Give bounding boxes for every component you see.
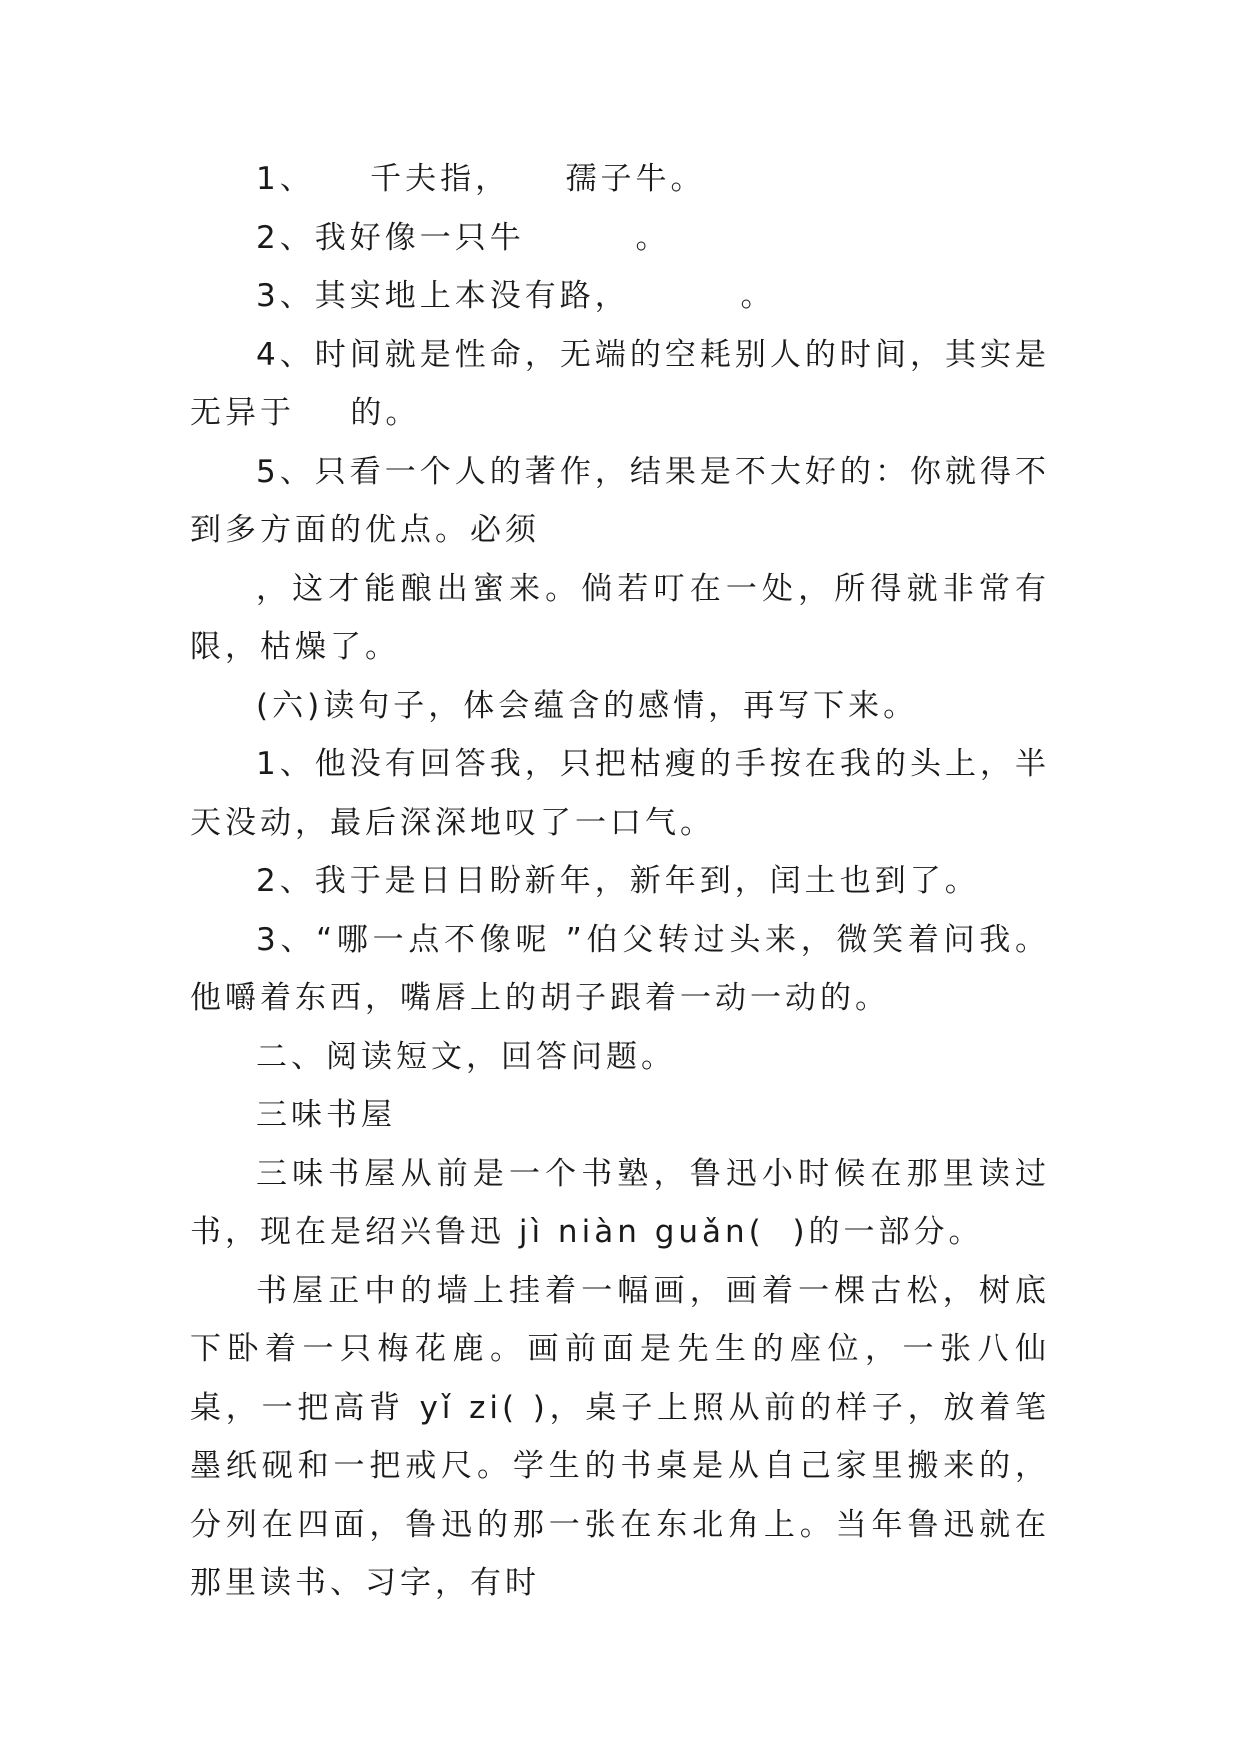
document-page — [190, 150, 1050, 1613]
section-heading-six: (六)读句子，体会蕴含的感情，再写下来。 — [256, 687, 919, 724]
blank-fill-item-5: 5、只看一个人的著作，结果是不大好的：你就得不到多方面的优点。必须 — [190, 453, 1050, 548]
passage-paragraph-1: 三味书屋从前是一个书塾，鲁迅小时候在那里读过书，现在是绍兴鲁迅 jì niàn guǎn( )的一部分。 — [190, 1155, 1050, 1250]
passage-paragraph-2: 书屋正中的墙上挂着一幅画，画着一棵古松，树底下卧着一只梅花鹿。画前面是先生的座位，一张八仙桌，一把高背 yǐ zi( )，桌子上照从前的样子，放着笔墨纸砚和一把戒尺。学生的书桌是从自己家里搬来的，分列在四面，鲁迅的那一张在东北角上。当年鲁迅就在那里读书、习字，有时 — [190, 1272, 1050, 1601]
section-heading-reading: 二、阅读短文，回答问题。 — [256, 1038, 676, 1075]
sentence-item-2: 2、我于是日日盼新年，新年到，闰土也到了。 — [256, 863, 980, 899]
blank-fill-item-2: 2、我好像一只牛 。 — [256, 219, 671, 256]
sentence-item-1: 1、他没有回答我，只把枯瘦的手按在我的头上，半天没动，最后深深地叹了一口气。 — [190, 746, 1050, 841]
blank-fill-item-4: 4、时间就是性命，无端的空耗别人的时间，其实是无异于 的。 — [190, 336, 1050, 431]
passage-title: 三味书屋 — [256, 1097, 396, 1133]
blank-fill-item-1: 1、 千夫指， 孺子牛。 — [256, 161, 706, 197]
sentence-item-3: 3、“哪一点不像呢 ”伯父转过头来，微笑着问我。他嚼着东西，嘴唇上的胡子跟着一动一动的。 — [190, 921, 1050, 1016]
blank-fill-item-5-continued: ，这才能酿出蜜来。倘若叮在一处，所得就非常有限，枯燥了。 — [190, 570, 1050, 665]
blank-fill-item-3: 3、其实地上本没有路， 。 — [256, 278, 776, 314]
